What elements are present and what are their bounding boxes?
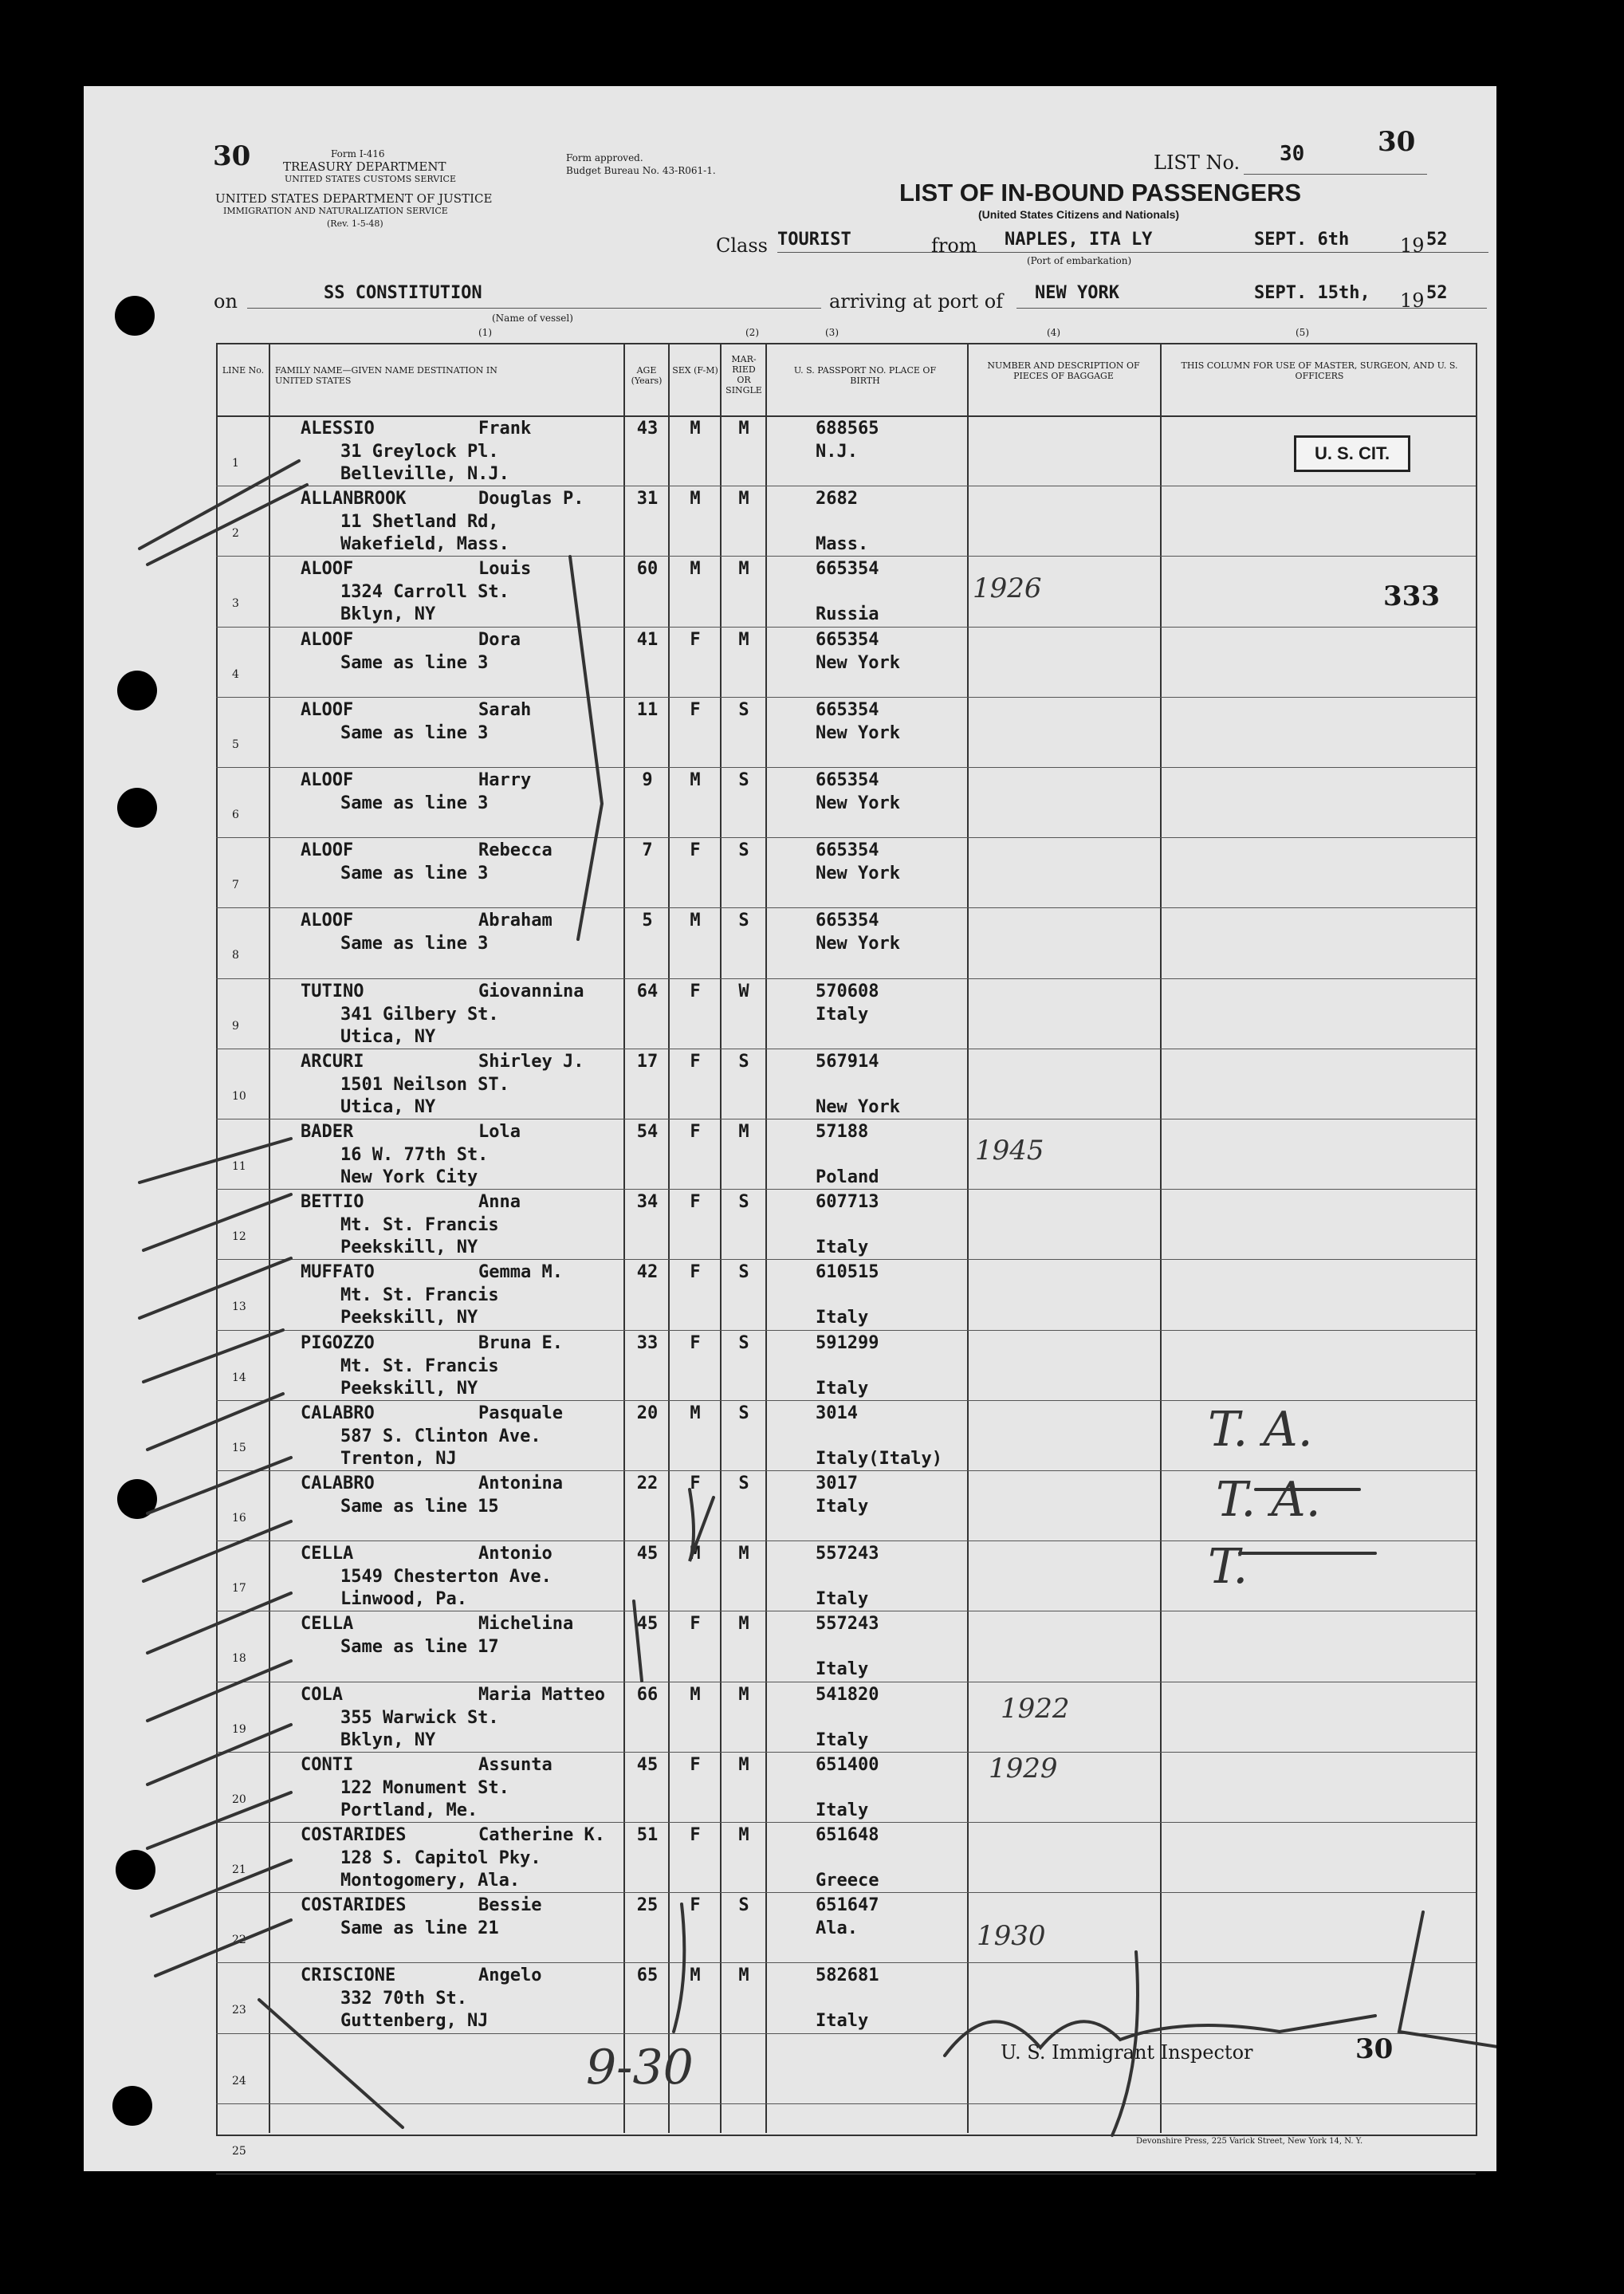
row-address-line1: 587 S. Clinton Ave. [340, 1426, 541, 1446]
arrival-port: NEW YORK [1035, 283, 1119, 303]
row-given-name: Gemma M. [478, 1262, 563, 1283]
row-address-line1: Same as line 3 [340, 722, 489, 743]
row-family-name: CONTI [301, 1754, 354, 1775]
row-line-number: 8 [232, 949, 239, 962]
row-passport-no: 2682 [816, 489, 858, 510]
row-address-line1: Mt. St. Francis [340, 1356, 499, 1376]
row-given-name: Assunta [478, 1754, 552, 1775]
dept-customs: UNITED STATES CUSTOMS SERVICE [285, 174, 456, 184]
row-given-name: Maria Matteo [478, 1684, 605, 1705]
form-id: Form I-416 [331, 148, 385, 159]
row-age: 65 [636, 1965, 659, 1986]
row-age: 45 [636, 1754, 659, 1775]
row-birth-place-top: New York [816, 864, 900, 884]
row-address-line1: Same as line 3 [340, 934, 489, 954]
row-birth-place-top: Italy [816, 1497, 869, 1517]
row-family-name: ARCURI [301, 1051, 364, 1072]
row-sex: F [690, 1474, 701, 1493]
row-age: 33 [636, 1332, 659, 1353]
row-birth-place-top: New York [816, 793, 900, 813]
row-family-name: MUFFATO [301, 1262, 375, 1283]
handwritten-year-note: 1929 [989, 1753, 1058, 1784]
row-line-number: 12 [232, 1230, 246, 1244]
ta-mark: T. A. [1216, 1472, 1321, 1528]
row-passport-no: 557243 [816, 1614, 879, 1635]
printer-imprint: Devonshire Press, 225 Varick Street, New York 14, N. Y. [1136, 2137, 1363, 2146]
row-address-line1: Same as line 3 [340, 864, 489, 884]
row-birth-place-top: New York [816, 652, 900, 673]
row-given-name: Abraham [478, 911, 552, 931]
row-marital-status: M [738, 489, 749, 510]
row-age: 31 [636, 489, 659, 510]
row-given-name: Antonio [478, 1544, 552, 1564]
list-no-value: 30 [1280, 142, 1305, 166]
row-address-line2: Guttenberg, NJ [340, 2011, 489, 2032]
row-address-line1: 1549 Chesterton Ave. [340, 1567, 552, 1588]
row-birth-place: Italy [816, 2011, 869, 2032]
col-header-officers: THIS COLUMN FOR USE OF MASTER, SURGEON, AND U. S. OFFICERS [1181, 360, 1458, 381]
row-family-name: ALLANBROOK [301, 489, 407, 510]
row-given-name: Angelo [478, 1965, 542, 1986]
row-passport-no: 688565 [816, 419, 879, 439]
row-family-name: CALABRO [301, 1403, 375, 1423]
on-label: on [214, 290, 238, 313]
row-birth-place: Mass. [816, 534, 869, 555]
ta-mark: T. A. [1208, 1402, 1313, 1458]
row-sex: M [690, 419, 701, 439]
row-family-name: BADER [301, 1122, 354, 1142]
row-address-line2: Peekskill, NY [340, 1308, 478, 1328]
row-marital-status: S [738, 1895, 749, 1916]
row-passport-no: 607713 [816, 1192, 879, 1213]
row-address-line2: Peekskill, NY [340, 1238, 478, 1258]
row-marital-status: S [738, 699, 749, 720]
class-value: TOURIST [777, 230, 851, 250]
row-address-line1: Same as line 3 [340, 793, 489, 813]
row-birth-place: New York [816, 1096, 900, 1117]
row-address-line2: New York City [340, 1167, 478, 1187]
row-address-line2: Belleville, N.J. [340, 464, 509, 484]
row-marital-status: M [738, 1965, 749, 1986]
row-sex: F [690, 1192, 701, 1213]
row-line-number: 14 [232, 1371, 246, 1384]
row-address-line1: 341 Gilbery St. [340, 1004, 499, 1025]
row-age: 20 [636, 1403, 659, 1423]
row-marital-status: M [738, 1754, 749, 1775]
col-number-3: (3) [825, 327, 839, 338]
row-birth-place-top: N.J. [816, 442, 858, 462]
row-age: 22 [636, 1474, 659, 1493]
row-passport-no: 665354 [816, 629, 879, 650]
row-marital-status: M [738, 419, 749, 439]
handwritten-year-note: 1926 [973, 573, 1042, 604]
row-age: 5 [642, 911, 653, 931]
row-address-line1: 11 Shetland Rd, [340, 512, 499, 533]
row-line-number: 6 [232, 809, 239, 821]
row-line-number: 15 [232, 1441, 246, 1454]
arriving-label: arriving at port of [829, 290, 1004, 313]
row-marital-status: M [738, 1122, 749, 1142]
row-birth-place: Italy [816, 1378, 869, 1399]
vessel-name: SS CONSTITUTION [324, 283, 482, 303]
row-address-line1: 1324 Carroll St. [340, 582, 509, 603]
row-marital-status: S [738, 1474, 749, 1493]
row-marital-status: S [738, 1192, 749, 1213]
row-address-line2: Trenton, NJ [340, 1448, 457, 1469]
row-line-number: 20 [232, 1792, 246, 1806]
row-family-name: COSTARIDES [301, 1895, 407, 1916]
row-birth-place: Italy [816, 1659, 869, 1680]
row-family-name: ALOOF [301, 770, 354, 790]
handwritten-year-note: 1930 [977, 1920, 1046, 1952]
row-passport-no: 651400 [816, 1754, 879, 1775]
row-sex: M [690, 489, 701, 510]
row-line-number: 23 [232, 2004, 246, 2017]
row-line-number: 5 [232, 738, 239, 751]
row-birth-place: Italy [816, 1308, 869, 1328]
row-family-name: CRISCIONE [301, 1965, 396, 1986]
row-passport-no: 651647 [816, 1895, 879, 1916]
row-sex: M [690, 1684, 701, 1705]
row-age: 25 [636, 1895, 659, 1916]
row-sex: M [690, 559, 701, 580]
inspector-number: 30 [1355, 2033, 1394, 2065]
row-passport-no: 582681 [816, 1965, 879, 1986]
row-given-name: Pasquale [478, 1403, 563, 1423]
budget-bureau: Budget Bureau No. 43-R061-1. [566, 165, 716, 176]
row-age: 7 [642, 840, 653, 861]
row-passport-no: 665354 [816, 559, 879, 580]
row-family-name: PIGOZZO [301, 1332, 375, 1353]
row-age: 43 [636, 419, 659, 439]
row-line-number: 17 [232, 1582, 246, 1596]
row-marital-status: M [738, 1614, 749, 1635]
row-given-name: Bessie [478, 1895, 542, 1916]
row-sex: F [690, 840, 701, 861]
row-given-name: Rebecca [478, 840, 552, 861]
row-birth-place: Poland [816, 1167, 879, 1187]
row-sex: F [690, 1825, 701, 1845]
class-label: Class [716, 234, 768, 257]
row-passport-no: 665354 [816, 840, 879, 861]
row-line-number: 16 [232, 1512, 246, 1525]
row-address-line1: 1501 Neilson ST. [340, 1074, 509, 1095]
row-sex: F [690, 1614, 701, 1635]
row-given-name: Giovannina [478, 981, 584, 1001]
row-address-line1: Same as line 3 [340, 652, 489, 673]
row-age: 60 [636, 559, 659, 580]
row-age: 41 [636, 629, 659, 650]
row-birth-place: Italy [816, 1729, 869, 1750]
row-passport-no: 57188 [816, 1122, 869, 1142]
row-marital-status: S [738, 1051, 749, 1072]
col-number-4: (4) [1047, 327, 1060, 338]
row-birth-place-top: New York [816, 722, 900, 743]
row-address-line2: Linwood, Pa. [340, 1589, 467, 1610]
row-line-number: 1 [232, 457, 239, 470]
row-line-number: 4 [232, 667, 239, 681]
row-marital-status: S [738, 911, 749, 931]
row-family-name: ALOOF [301, 911, 354, 931]
row-address-line1: Same as line 21 [340, 1918, 499, 1939]
row-family-name: ALOOF [301, 629, 354, 650]
row-birth-place-top: New York [816, 934, 900, 954]
row-address-line1: Same as line 17 [340, 1637, 499, 1658]
row-marital-status: S [738, 1403, 749, 1423]
handwritten-year-note: 1945 [975, 1135, 1044, 1167]
port-embarkation: NAPLES, ITA LY [1005, 230, 1153, 250]
row-sex: F [690, 1051, 701, 1072]
row-address-line1: 31 Greylock Pl. [340, 442, 499, 462]
row-age: 64 [636, 981, 659, 1001]
row-family-name: COSTARIDES [301, 1825, 407, 1845]
row-given-name: Lola [478, 1122, 521, 1142]
bottom-note: 9-30 [586, 2040, 694, 2095]
pen-strokes [84, 86, 1496, 2171]
row-sex: F [690, 1332, 701, 1353]
row-address-line2: Utica, NY [340, 1026, 436, 1047]
row-marital-status: S [738, 770, 749, 790]
col-header-baggage: NUMBER AND DESCRIPTION OF PIECES OF BAGGAGE [987, 360, 1140, 381]
row-age: 34 [636, 1192, 659, 1213]
row-given-name: Louis [478, 559, 532, 580]
row-marital-status: M [738, 1825, 749, 1845]
row-birth-place: Greece [816, 1871, 879, 1891]
row-given-name: Sarah [478, 699, 532, 720]
row-marital-status: M [738, 1684, 749, 1705]
col-header-name: FAMILY NAME—GIVEN NAME DESTINATION IN UNITED STATES [275, 365, 497, 386]
row-address-line2: Wakefield, Mass. [340, 534, 509, 555]
row-line-number: 19 [232, 1722, 246, 1736]
row-marital-status: M [738, 1544, 749, 1564]
row-sex: M [690, 1965, 701, 1986]
row-passport-no: 570608 [816, 981, 879, 1001]
row-address-line1: 122 Monument St. [340, 1777, 509, 1798]
year-prefix: 19 [1400, 234, 1425, 257]
inspector-label: U. S. Immigrant Inspector [1001, 2041, 1253, 2064]
row-age: 9 [642, 770, 653, 790]
row-age: 51 [636, 1825, 659, 1845]
row-family-name: TUTINO [301, 981, 364, 1001]
row-address-line1: Mt. St. Francis [340, 1215, 499, 1236]
col-header-line: LINE No. [222, 365, 265, 376]
row-given-name: Frank [478, 419, 532, 439]
us-citizen-stamp: U. S. CIT. [1294, 435, 1410, 472]
vessel-caption: (Name of vessel) [492, 313, 573, 324]
row-family-name: CELLA [301, 1544, 354, 1564]
row-address-line2: Montogomery, Ala. [340, 1871, 521, 1891]
row-address-line1: 332 70th St. [340, 1989, 467, 2009]
row-passport-no: 665354 [816, 911, 879, 931]
row-line-number: 22 [232, 1934, 246, 1947]
row-line-number: 7 [232, 879, 239, 892]
form-approved: Form approved. [566, 152, 643, 163]
dept-ins: IMMIGRATION AND NATURALIZATION SERVICE [223, 206, 448, 216]
col-header-sex: SEX (F-M) [672, 365, 718, 376]
row-line-number: 3 [232, 597, 239, 611]
row-sex: F [690, 1754, 701, 1775]
year2-prefix: 19 [1400, 289, 1425, 312]
row-birth-place: Italy [816, 1589, 869, 1610]
row-line-number: 10 [232, 1089, 246, 1103]
page-number: 30 [213, 140, 251, 172]
row-address-line1: 16 W. 77th St. [340, 1145, 489, 1165]
row-address-line2: Bklyn, NY [340, 1729, 436, 1750]
row-passport-no: 557243 [816, 1544, 879, 1564]
list-no-label: LIST No. [1154, 151, 1241, 174]
row-given-name: Michelina [478, 1614, 574, 1635]
row-birth-place-top: Italy [816, 1004, 869, 1025]
col-header-married: MAR-RIED OR SINGLE [725, 354, 762, 395]
row-family-name: BETTIO [301, 1192, 364, 1213]
port-embarkation-caption: (Port of embarkation) [1027, 255, 1132, 266]
row-line-number: 11 [232, 1160, 246, 1173]
row-passport-no: 567914 [816, 1051, 879, 1072]
row-sex: F [690, 629, 701, 650]
row-age: 45 [636, 1544, 659, 1564]
row-passport-no: 665354 [816, 699, 879, 720]
row-marital-status: S [738, 1332, 749, 1353]
row-passport-no: 591299 [816, 1332, 879, 1353]
row-birth-place: Russia [816, 604, 879, 625]
col-number-1: (1) [478, 327, 492, 338]
row-sex: M [690, 1544, 701, 1564]
row-line-number: 21 [232, 1863, 246, 1876]
row-sex: M [690, 1403, 701, 1423]
row-line-number: 9 [232, 1019, 239, 1033]
document-title: LIST OF IN-BOUND PASSENGERS [899, 179, 1302, 207]
row-family-name: ALOOF [301, 699, 354, 720]
row-family-name: ALOOF [301, 559, 354, 580]
row-given-name: Shirley J. [478, 1051, 584, 1072]
dept-justice: UNITED STATES DEPARTMENT OF JUSTICE [215, 191, 493, 206]
row-marital-status: W [738, 981, 749, 1001]
row-given-name: Harry [478, 770, 532, 790]
manifest-sheet [84, 86, 1496, 2171]
row-marital-status: M [738, 559, 749, 580]
col-number-2: (2) [745, 327, 759, 338]
row-age: 45 [636, 1614, 659, 1635]
row-address-line2: Utica, NY [340, 1096, 436, 1117]
row-family-name: ALESSIO [301, 419, 375, 439]
row-line-number: 2 [232, 527, 239, 541]
document-subtitle: (United States Citizens and Nationals) [978, 208, 1180, 221]
handwritten-year-note: 1922 [1001, 1693, 1070, 1725]
row-age: 11 [636, 699, 659, 720]
row-sex: F [690, 699, 701, 720]
row-age: 54 [636, 1122, 659, 1142]
row-passport-no: 665354 [816, 770, 879, 790]
row-address-line2: Portland, Me. [340, 1800, 478, 1820]
row-age: 66 [636, 1684, 659, 1705]
from-label: from [931, 234, 977, 257]
row-sex: F [690, 1262, 701, 1283]
row-marital-status: M [738, 629, 749, 650]
row-passport-no: 610515 [816, 1262, 879, 1283]
row-birth-place-top: Ala. [816, 1918, 858, 1939]
row-birth-place: Italy(Italy) [816, 1448, 942, 1469]
row-given-name: Antonina [478, 1474, 563, 1493]
year-value: 52 [1426, 230, 1448, 250]
row-birth-place: Italy [816, 1800, 869, 1820]
year2-value: 52 [1426, 283, 1448, 303]
row-line-number: 18 [232, 1652, 246, 1666]
row-line-number: 25 [232, 2144, 246, 2158]
row-sex: M [690, 770, 701, 790]
row-family-name: ALOOF [301, 840, 354, 861]
row-line-number: 24 [232, 2074, 246, 2087]
row-sex: F [690, 1895, 701, 1916]
row-given-name: Anna [478, 1192, 521, 1213]
row-passport-no: 3017 [816, 1474, 858, 1493]
passenger-count: 333 [1383, 580, 1440, 612]
row-address-line1: 355 Warwick St. [340, 1707, 499, 1728]
row-given-name: Dora [478, 629, 521, 650]
col-header-age: AGE (Years) [631, 365, 663, 386]
row-family-name: COLA [301, 1684, 343, 1705]
row-marital-status: S [738, 1262, 749, 1283]
row-marital-status: S [738, 840, 749, 861]
row-address-line1: Same as line 15 [340, 1497, 499, 1517]
row-passport-no: 541820 [816, 1684, 879, 1705]
row-line-number: 13 [232, 1300, 246, 1314]
col-number-5: (5) [1296, 327, 1309, 338]
row-passport-no: 3014 [816, 1403, 858, 1423]
col-header-passport: U. S. PASSPORT NO. PLACE OF BIRTH [793, 365, 937, 386]
row-address-line2: Peekskill, NY [340, 1378, 478, 1399]
row-address-line1: 128 S. Capitol Pky. [340, 1848, 541, 1868]
depart-date: SEPT. 6th [1254, 230, 1350, 250]
row-given-name: Bruna E. [478, 1332, 563, 1353]
row-age: 42 [636, 1262, 659, 1283]
dept-treasury: TREASURY DEPARTMENT [283, 159, 446, 174]
row-sex: F [690, 1122, 701, 1142]
row-passport-no: 651648 [816, 1825, 879, 1845]
row-given-name: Douglas P. [478, 489, 584, 510]
list-no-right: 30 [1378, 126, 1416, 158]
row-sex: F [690, 981, 701, 1001]
row-birth-place: Italy [816, 1238, 869, 1258]
row-given-name: Catherine K. [478, 1825, 605, 1845]
row-family-name: CALABRO [301, 1474, 375, 1493]
row-sex: M [690, 911, 701, 931]
row-family-name: CELLA [301, 1614, 354, 1635]
row-age: 17 [636, 1051, 659, 1072]
row-address-line1: Mt. St. Francis [340, 1285, 499, 1306]
form-rev: (Rev. 1-5-48) [327, 218, 383, 229]
ta-mark: T. [1208, 1539, 1248, 1595]
row-address-line2: Bklyn, NY [340, 604, 436, 625]
arrival-date: SEPT. 15th, [1254, 283, 1370, 303]
